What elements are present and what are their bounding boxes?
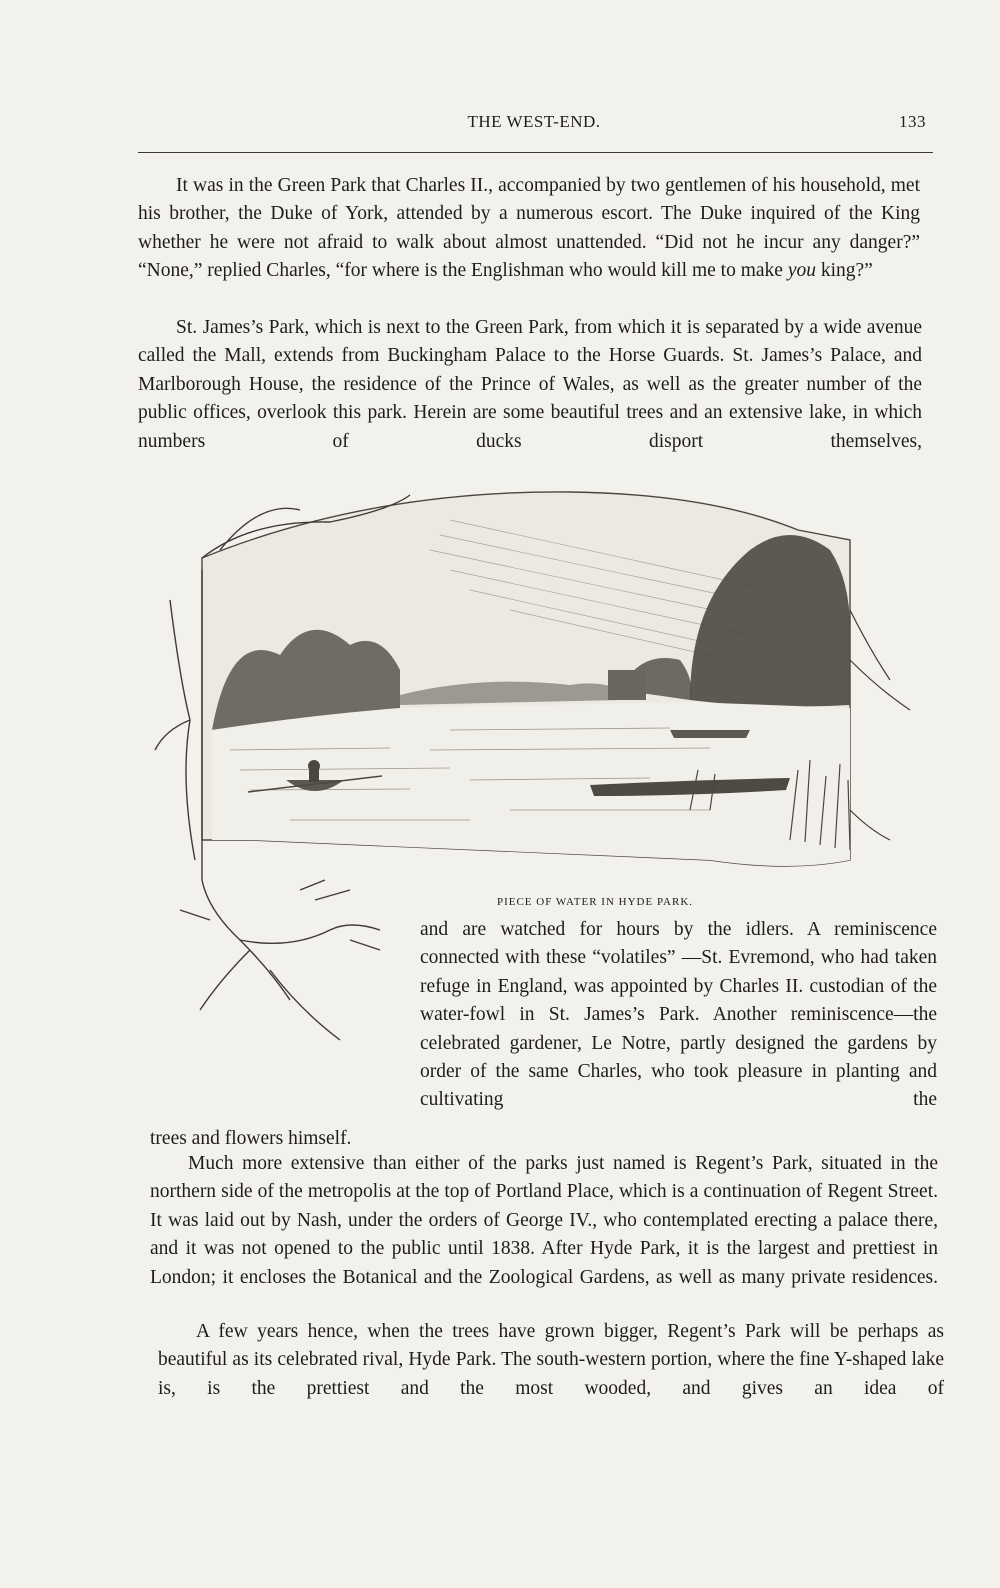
figure-caption: PIECE OF WATER IN HYDE PARK. xyxy=(496,896,694,908)
paragraph-text: It was in the Green Park that Charles II., accompanied by two gentlemen of his household, met his brother, the Duke of York, attended by a numerous escort. The Duke inquired of the King whether he were not afraid to walk about almost unattended. “Did not he incur any danger?” “None,” replied Charles, “for where is the Englishman who would kill me to make xyxy=(138,175,920,282)
paragraph-few-years-hence: A few years hence, when the trees have grown bigger, Regent’s Park will be perhaps as beautiful as its celebrated rival, Hyde Park. The south-western portion, where the fine Y-shaped lake is, is the prettiest and the most wooded, and gives an idea of xyxy=(158,1321,944,1399)
running-title: THE WEST-END. xyxy=(467,112,601,131)
paragraph-regents-park: Much more extensive than either of the parks just named is Regent’s Park, situated in the northern side of the metropolis at the top of Portland Place, which is a continuation of Regent Street. It was laid out by Nash, under the orders of George IV., who contemplated erecting a palace there, and it was not opened to the public until 1838. After Hyde Park, it is the largest and prettiest in London; it encloses the Botanical and the Zoological Gardens, as well as many private residences. xyxy=(150,1153,938,1288)
paragraph-st-james-park: St. James’s Park, which is next to the Green Park, from which it is separated by a wide avenue called the Mall, extends from Buckingham Palace to the Horse Guards. St. James’s Palace, and Marlborough House, the residence of the Prince of Wales, as well as the greater number of the public offices, overlook this park. Herein are some beautiful trees and an extensive lake, in which numbers of ducks disport themselves, xyxy=(138,317,922,452)
paragraph-reminiscence: and are watched for hours by the idlers. A reminiscence connected with these “volatiles” —St. Evremond, who had taken refuge in England, was appointed by Charles II. custodian of the water-fowl in St. James’s Park. Another reminiscence—the celebrated gardener, Le Notre, partly designed the gardens by order of the same Charles, who took pleasure in planting and cultivating the xyxy=(420,919,937,1111)
page-number: 133 xyxy=(899,112,926,131)
italic-word: you xyxy=(787,260,816,282)
paragraph-reminiscence-end: trees and flowers himself. xyxy=(150,1128,352,1149)
running-head xyxy=(138,112,930,138)
header-rule xyxy=(138,152,933,153)
paragraph-text-end: king?” xyxy=(815,260,873,282)
paragraph-green-park xyxy=(138,172,920,286)
